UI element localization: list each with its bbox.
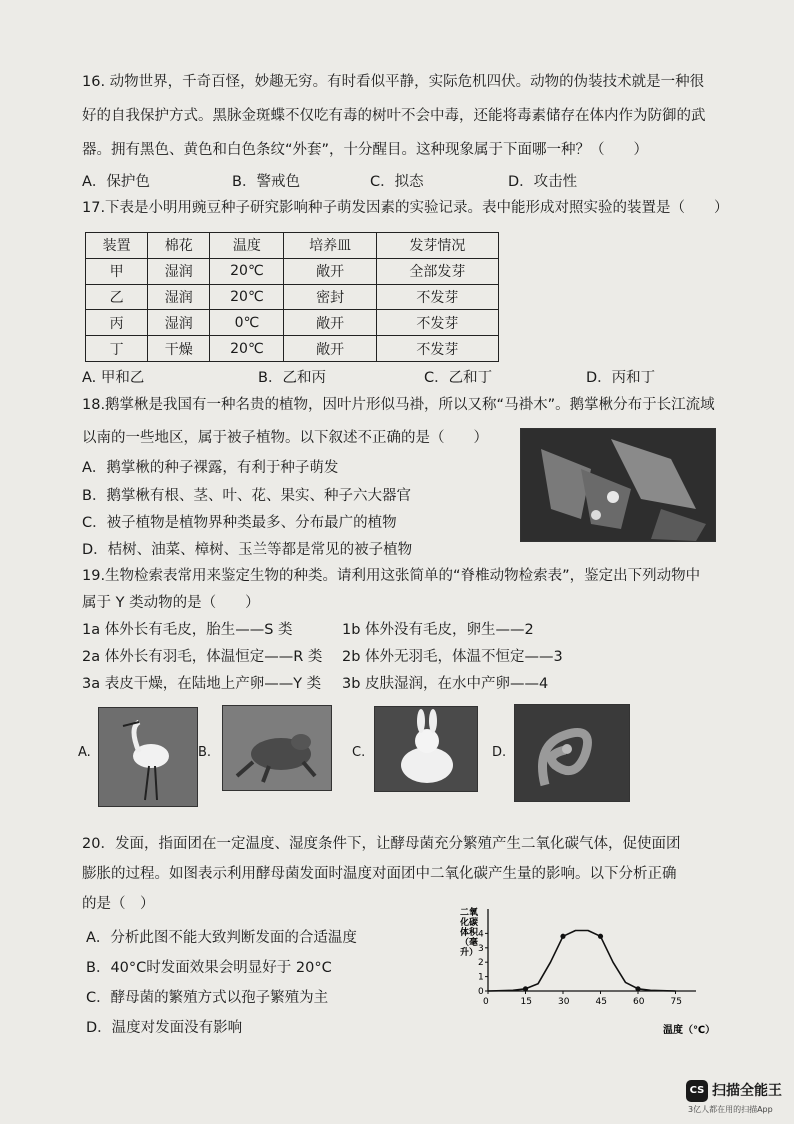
egret-photo [98,707,198,807]
table-header: 温度 [210,233,284,259]
chart-axes [488,909,696,991]
table-cell: 干燥 [148,336,210,362]
table-cell: 20℃ [210,284,284,310]
q16-line3: 器。拥有黑色、黄色和白色条纹“外套”，十分醒目。这种现象属于下面哪一种？（ ） [82,142,649,158]
table-row [86,336,499,362]
photo-label-b: B. [198,745,212,760]
co2-series-line [488,931,676,992]
q20-line2: 膨胀的过程。如图表示利用酵母菌发面时温度对面团中二氧化碳产生量的影响。以下分析正确 [82,866,677,882]
co2-temperature-chart [458,905,716,1036]
q16-line2: 好的自我保护方式。黑脉金斑蝶不仅吃有毒的树叶不会中毒，还能将毒素储存在体内作为防御的武 [82,108,706,124]
co2-curve [488,931,676,992]
table-cell: 湿润 [148,284,210,310]
x-tick-label: 45 [595,997,607,1007]
germination-table [85,232,499,362]
y-axis-label-text: 二氧化碳体积（毫升） [460,908,479,958]
table-cell: 敞开 [284,310,376,336]
photo-label-a: A. [78,745,91,760]
key-1b: 1b 体外没有毛皮，卵生——2 [342,622,534,638]
q20-line3: 的是（ ） [82,896,155,912]
watermark-title: 扫描全能王 [712,1083,782,1099]
table-cell: 丙 [86,310,148,336]
rabbit-photo [374,706,478,792]
q20-option-b: B．40°C时发面效果会明显好于 20°C [86,960,332,976]
x-tick-label: 30 [558,997,570,1007]
table-row [86,258,499,284]
table-row [86,310,499,336]
q17-option-a: A. 甲和乙 [82,370,145,386]
q20-option-d: D．温度对发面没有影响 [86,1020,243,1036]
key-1a: 1a 体外长有毛皮，胎生——S 类 [82,622,293,638]
table-cell: 乙 [86,284,148,310]
q20-line1: 20．发面，指面团在一定温度、湿度条件下，让酵母菌充分繁殖产生二氧化碳气体，促使面团 [82,836,681,852]
q18-option-b: B．鹅掌楸有根、茎、叶、花、果实、种子六大器官 [82,488,411,504]
q16-option-c: C．拟态 [370,174,424,190]
tulip-tree-leaf-photo [520,428,716,542]
y-tick-label: 4 [478,929,484,940]
q17-option-c: C．乙和丁 [424,370,493,386]
table-cell: 敞开 [284,258,376,284]
camscanner-logo: CS [686,1080,708,1102]
y-tick-label: 1 [478,972,484,983]
x-tick-label: 75 [670,997,682,1007]
table-cell: 甲 [86,258,148,284]
key-2b: 2b 体外无羽毛，体温不恒定——3 [342,649,563,665]
y-tick-label: 0 [478,987,484,997]
q16-line1: 16. 动物世界，千奇百怪，妙趣无穷。有时看似平静，实际危机四伏。动物的伪装技术就是一种很 [82,74,705,90]
table-cell: 0℃ [210,310,284,336]
q18-option-a: A．鹅掌楸的种子裸露，有利于种子萌发 [82,460,339,476]
q19-line2: 属于 Y 类动物的是（ ） [82,595,260,611]
table-cell: 20℃ [210,336,284,362]
x-axis-label: 温度（℃） [663,1025,716,1036]
key-3a: 3a 表皮干燥，在陆地上产卵——Y 类 [82,676,322,692]
table-cell: 敞开 [284,336,376,362]
q18-option-d: D．桔树、油菜、樟树、玉兰等都是常见的被子植物 [82,542,413,558]
key-2a: 2a 体外长有羽毛，体温恒定——R 类 [82,649,323,665]
photo-label-d: D. [492,745,507,760]
data-point [523,986,528,991]
table-header: 发芽情况 [376,233,498,259]
q18-line2: 以南的一些地区，属于被子植物。以下叙述不正确的是（ ） [82,430,488,446]
x-tick-label: 15 [520,997,532,1007]
key-3b: 3b 皮肤湿润，在水中产卵——4 [342,676,549,692]
x-tick-label: 60 [633,997,645,1007]
y-tick-label: 2 [478,958,484,969]
photo-label-c: C. [352,745,366,760]
table-cell: 丁 [86,336,148,362]
table-cell: 不发芽 [376,310,498,336]
table-cell: 不发芽 [376,284,498,310]
data-points [523,934,641,992]
x-ticks [483,991,682,1007]
frog-photo [222,705,332,791]
table-header: 装置 [86,233,148,259]
q20-option-c: C．酵母菌的繁殖方式以孢子繁殖为主 [86,990,329,1006]
table-cell: 全部发芽 [376,258,498,284]
data-point [560,934,565,939]
q17-option-b: B．乙和丙 [258,370,326,386]
q16-option-a: A．保护色 [82,174,150,190]
q19-line1: 19.生物检索表常用来鉴定生物的种类。请利用这张简单的“脊椎动物检索表”，鉴定出下列动物中 [82,568,701,584]
q18-option-c: C．被子植物是植物界种类最多、分布最广的植物 [82,515,397,531]
x-tick-label: 0 [483,997,489,1007]
y-tick-label: 3 [478,943,484,954]
q17-option-d: D．丙和丁 [586,370,656,386]
y-axis-label [459,906,479,958]
table-header-row [86,233,499,259]
q17-stem: 17.下表是小明用豌豆种子研究影响种子萌发因素的实验记录。表中能形成对照实验的装置是（ ） [82,200,729,216]
watermark-subtitle: 3亿人都在用的扫描App [688,1105,773,1114]
y-ticks [478,929,488,997]
q20-option-a: A．分析此图不能大致判断发面的合适温度 [86,930,357,946]
table-header: 棉花 [148,233,210,259]
q18-line1: 18.鹅掌楸是我国有一种名贵的植物，因叶片形似马褂，所以又称“马褂木”。鹅掌楸分布于长江流域 [82,397,715,413]
table-header: 培养皿 [284,233,376,259]
snake-photo [514,704,630,802]
data-point [635,986,640,991]
data-point [598,934,603,939]
table-cell: 20℃ [210,258,284,284]
table-cell: 湿润 [148,310,210,336]
table-cell: 湿润 [148,258,210,284]
table-cell: 密封 [284,284,376,310]
table-row [86,284,499,310]
q16-option-d: D．攻击性 [508,174,578,190]
q16-option-b: B．警戒色 [232,174,300,190]
table-cell: 不发芽 [376,336,498,362]
